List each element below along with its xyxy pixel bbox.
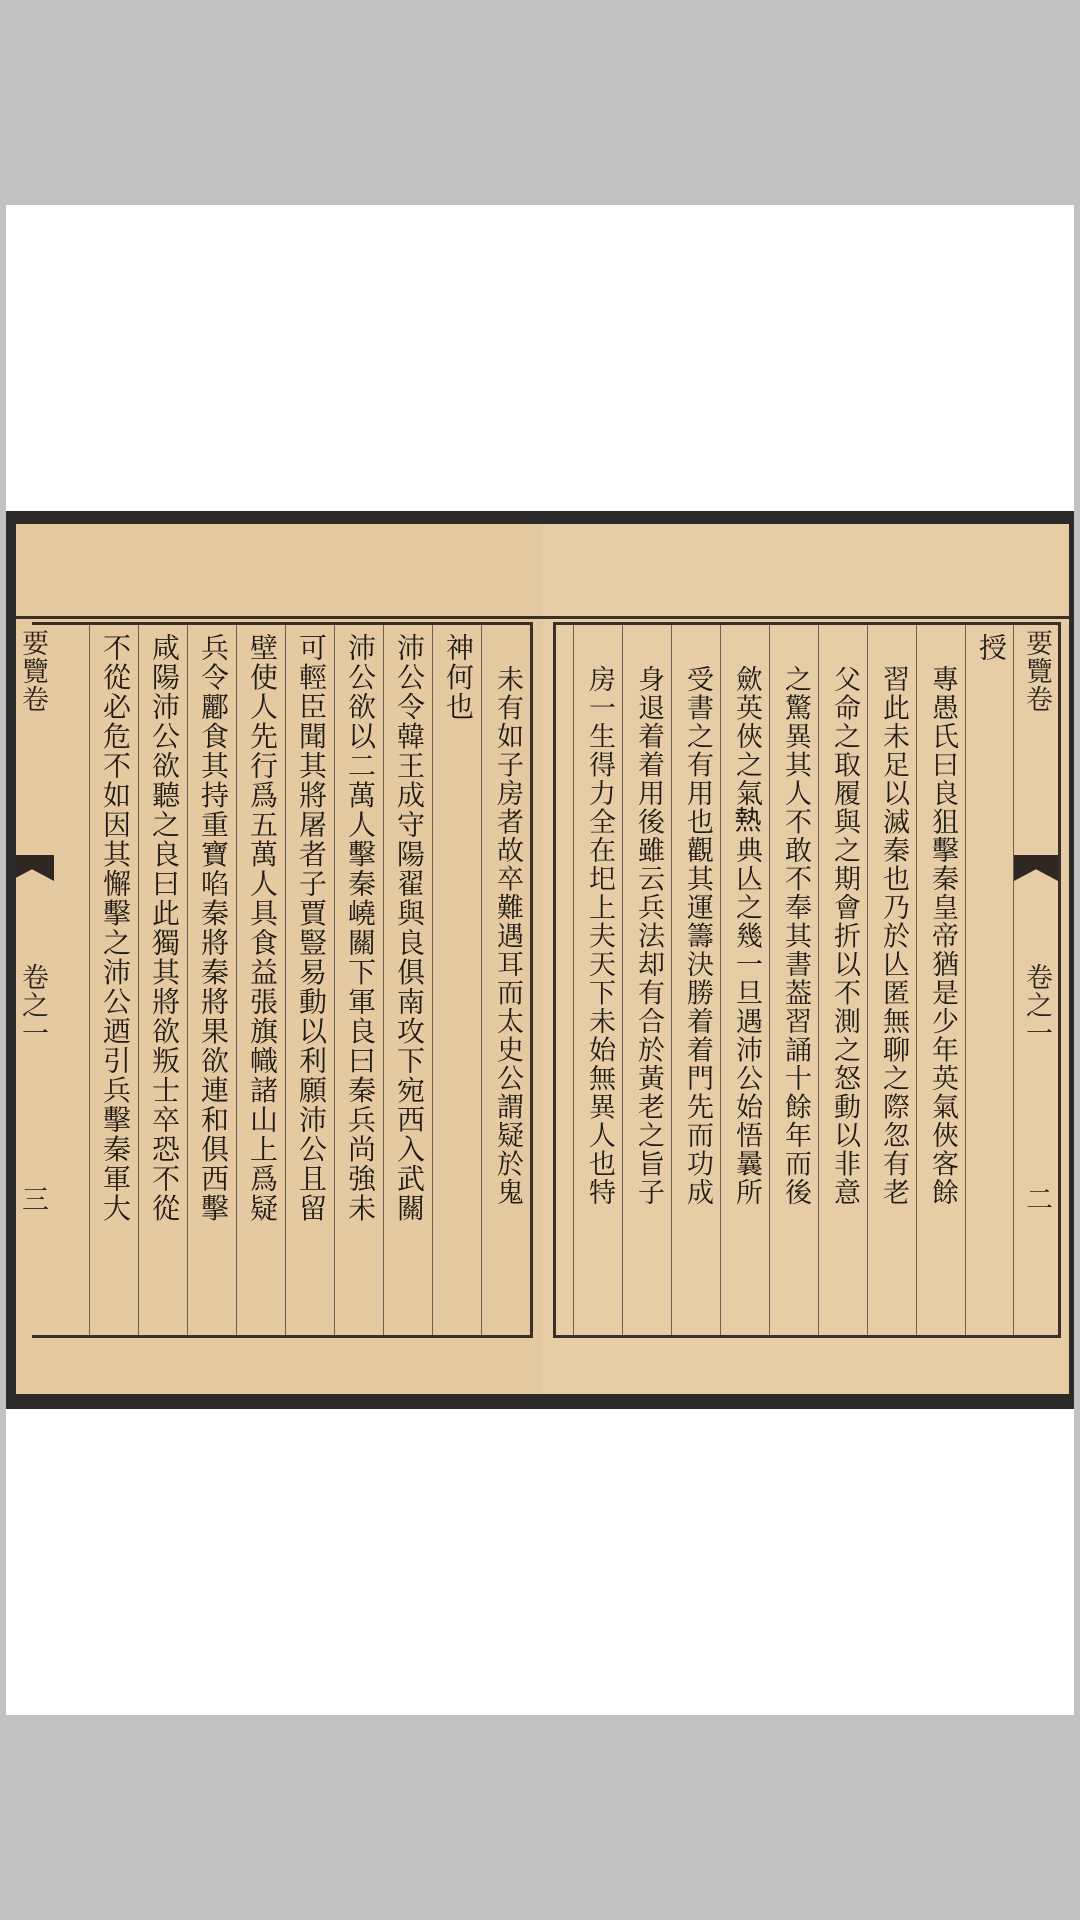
text-frame xyxy=(17,622,533,1338)
fishtail-mark xyxy=(16,855,54,881)
banxin-title: 要覽卷 xyxy=(1021,629,1052,713)
text-frame xyxy=(553,622,1061,1338)
text-column: 咸陽沛公欲聽之良曰此獨其將欲叛士卒恐不從 xyxy=(138,625,187,1335)
fishtail-mark xyxy=(1014,855,1058,881)
folio-number: 二 xyxy=(1021,1185,1052,1212)
text-column: 專愚氏曰良狙擊秦皇帝猶是少年英氣俠客餘 xyxy=(916,625,965,1335)
left-page xyxy=(16,524,542,1394)
right-page xyxy=(541,524,1069,1394)
text-column: 可輕臣聞其將屠者子賈豎易動以利願沛公且留 xyxy=(285,625,334,1335)
text-column: 習此未足以滅秦也乃於亾匿無聊之際忽有老 xyxy=(867,625,916,1335)
top-rule xyxy=(16,616,542,619)
text-column: 受書之有用也觀其運籌決勝着着門先而功成 xyxy=(671,625,720,1335)
text-column: 沛公欲以二萬人擊秦嶢關下軍良曰秦兵尚強未 xyxy=(334,625,383,1335)
text-column: 沛公令韓王成守陽翟與良俱南攻下宛西入武關 xyxy=(383,625,432,1335)
top-rule xyxy=(541,616,1069,619)
text-columns xyxy=(58,625,530,1335)
text-column: 身退着着用後雖云兵法却有合於黃老之旨子 xyxy=(622,625,671,1335)
text-column: 授 xyxy=(965,625,1014,1335)
text-column: 未有如子房者故卒難遇耳而太史公謂疑於鬼 xyxy=(481,625,530,1335)
text-column: 之驚異其人不敢不奉其書葢習誦十餘年而後 xyxy=(769,625,818,1335)
text-column: 壁使人先行爲五萬人具食益張旗幟諸山上爲疑 xyxy=(236,625,285,1335)
book-spread-scan xyxy=(6,511,1074,1409)
text-column: 父命之取履與之期會折以不測之怒動以非意 xyxy=(818,625,867,1335)
text-column: 不從必危不如因其懈擊之沛公迺引兵擊秦軍大 xyxy=(89,625,138,1335)
banxin-volume: 卷之一 xyxy=(1021,963,1052,1047)
fold-center-column xyxy=(16,625,54,1335)
fold-center-column xyxy=(1013,625,1058,1335)
text-column: 神何也 xyxy=(432,625,481,1335)
banxin-title: 要覽卷 xyxy=(17,629,48,713)
text-column: 房一生得力全在圯上夫天下未始無異人也特 xyxy=(573,625,622,1335)
text-column: 兵令酈食其持重寶啗秦將秦將果欲連和俱西擊 xyxy=(187,625,236,1335)
folio-number: 三 xyxy=(17,1185,48,1212)
text-column: 歛英俠之氣𤍠典亾之幾一旦遇沛公始悟曩所 xyxy=(720,625,769,1335)
text-columns xyxy=(556,625,1014,1335)
banxin-volume: 卷之一 xyxy=(17,963,48,1047)
